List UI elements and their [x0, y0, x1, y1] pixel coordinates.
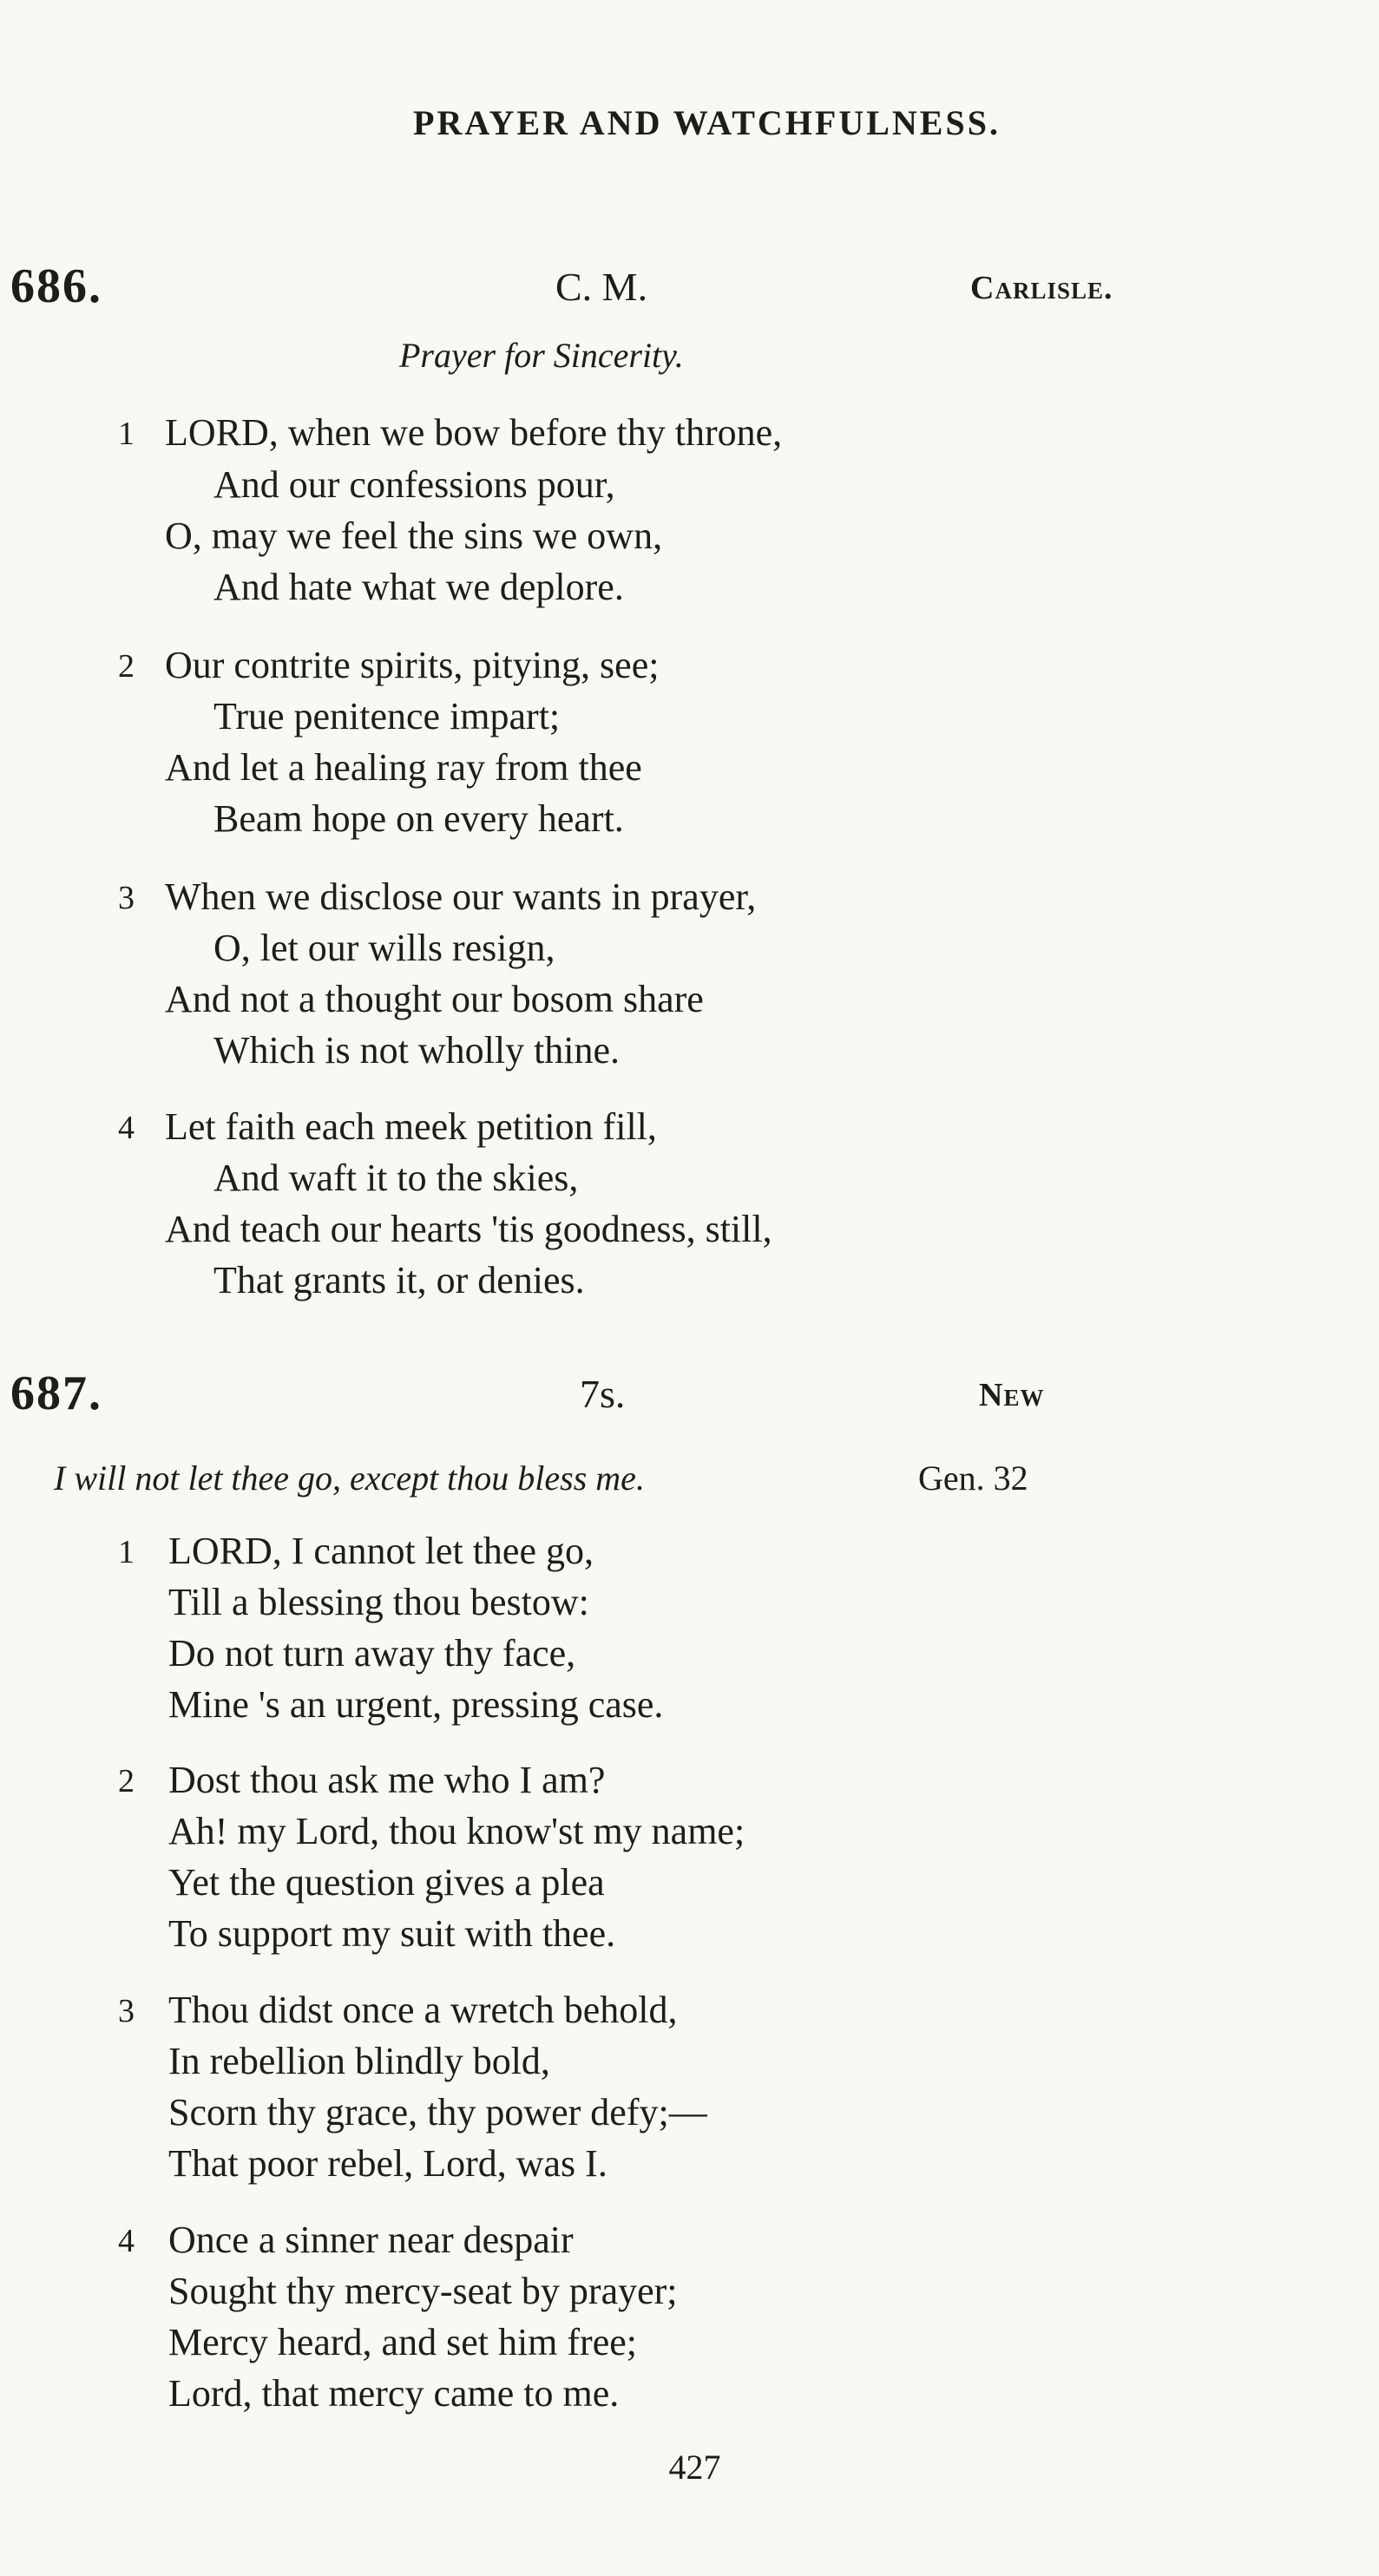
verse-line: Lord, that mercy came to me.: [168, 2372, 620, 2415]
hymn-686-header: [0, 259, 1379, 311]
page-number: 427: [668, 2448, 721, 2487]
verse-line: Dost thou ask me who I am?: [168, 1759, 606, 1801]
verse-line: Our contrite spirits, pitying, see;: [165, 644, 660, 686]
verse-line: Which is not wholly thine.: [213, 1029, 621, 1072]
verse-line: Scorn thy grace, thy power defy;—: [168, 2091, 707, 2134]
verse-line: Sought thy mercy-seat by prayer;: [168, 2270, 678, 2312]
verse-line: And waft it to the skies,: [213, 1157, 579, 1199]
verse-line: That poor rebel, Lord, was I.: [168, 2142, 607, 2185]
verse-line: True penitence impart;: [213, 695, 561, 737]
verse-line: LORD, I cannot let thee go,: [168, 1530, 594, 1572]
hymn-687-header: [0, 1366, 1379, 1418]
stanza-number: 3: [118, 1993, 135, 2029]
verse-line: Do not turn away thy face,: [168, 1632, 576, 1675]
hymn-number: 686.: [10, 259, 102, 313]
verse-line: To support my suit with thee.: [168, 1912, 616, 1955]
scripture-reference: Gen. 32: [918, 1458, 1028, 1498]
verse-line: And our confessions pour,: [213, 463, 615, 506]
verse-line: And hate what we deplore.: [213, 566, 624, 608]
hymn-number: 687.: [10, 1367, 102, 1420]
verse-line: O, may we feel the sins we own,: [165, 515, 663, 557]
stanza-number: 1: [118, 416, 135, 452]
hymn-meter: 7s.: [580, 1372, 626, 1416]
verse-line: Let faith each meek petition fill,: [165, 1105, 657, 1148]
hymn-tune: Carlisle.: [970, 270, 1113, 306]
running-head: PRAYER AND WATCHFULNESS.: [413, 103, 1001, 142]
verse-line: Once a sinner near despair: [168, 2219, 574, 2261]
verse-line: In rebellion blindly bold,: [168, 2040, 550, 2082]
verse-line: O, let our wills resign,: [213, 927, 555, 969]
hymn-subtitle: I will not let thee go, except thou bless me.: [54, 1458, 645, 1498]
verse-line: And teach our hearts 'tis goodness, still,: [165, 1208, 772, 1250]
hymn-meter: C. M.: [555, 265, 648, 309]
verse-line: That grants it, or denies.: [213, 1259, 585, 1301]
stanza-number: 2: [118, 1763, 135, 1799]
stanza-number: 4: [118, 2223, 135, 2259]
stanza-number: 2: [118, 648, 135, 685]
verse-line: Yet the question gives a plea: [168, 1861, 605, 1904]
verse-line: Ah! my Lord, thou know'st my name;: [168, 1810, 745, 1852]
verse-line: When we disclose our wants in prayer,: [165, 875, 757, 918]
verse-line: Mercy heard, and set him free;: [168, 2321, 637, 2363]
verse-line: LORD, when we bow before thy throne,: [165, 411, 783, 454]
stanza-number: 3: [118, 880, 135, 916]
verse-line: And not a thought our bosom share: [165, 978, 704, 1020]
verse-line: Beam hope on every heart.: [213, 797, 624, 840]
verse-line: And let a healing ray from thee: [165, 746, 642, 789]
stanza-number: 1: [118, 1534, 135, 1570]
verse-line: Till a blessing thou bestow:: [168, 1581, 589, 1623]
hymn-subtitle: Prayer for Sincerity.: [399, 336, 684, 375]
stanza-number: 4: [118, 1110, 135, 1146]
verse-line: Mine 's an urgent, pressing case.: [168, 1683, 664, 1726]
verse-line: Thou didst once a wretch behold,: [168, 1989, 678, 2031]
hymn-tune: New: [979, 1377, 1045, 1413]
